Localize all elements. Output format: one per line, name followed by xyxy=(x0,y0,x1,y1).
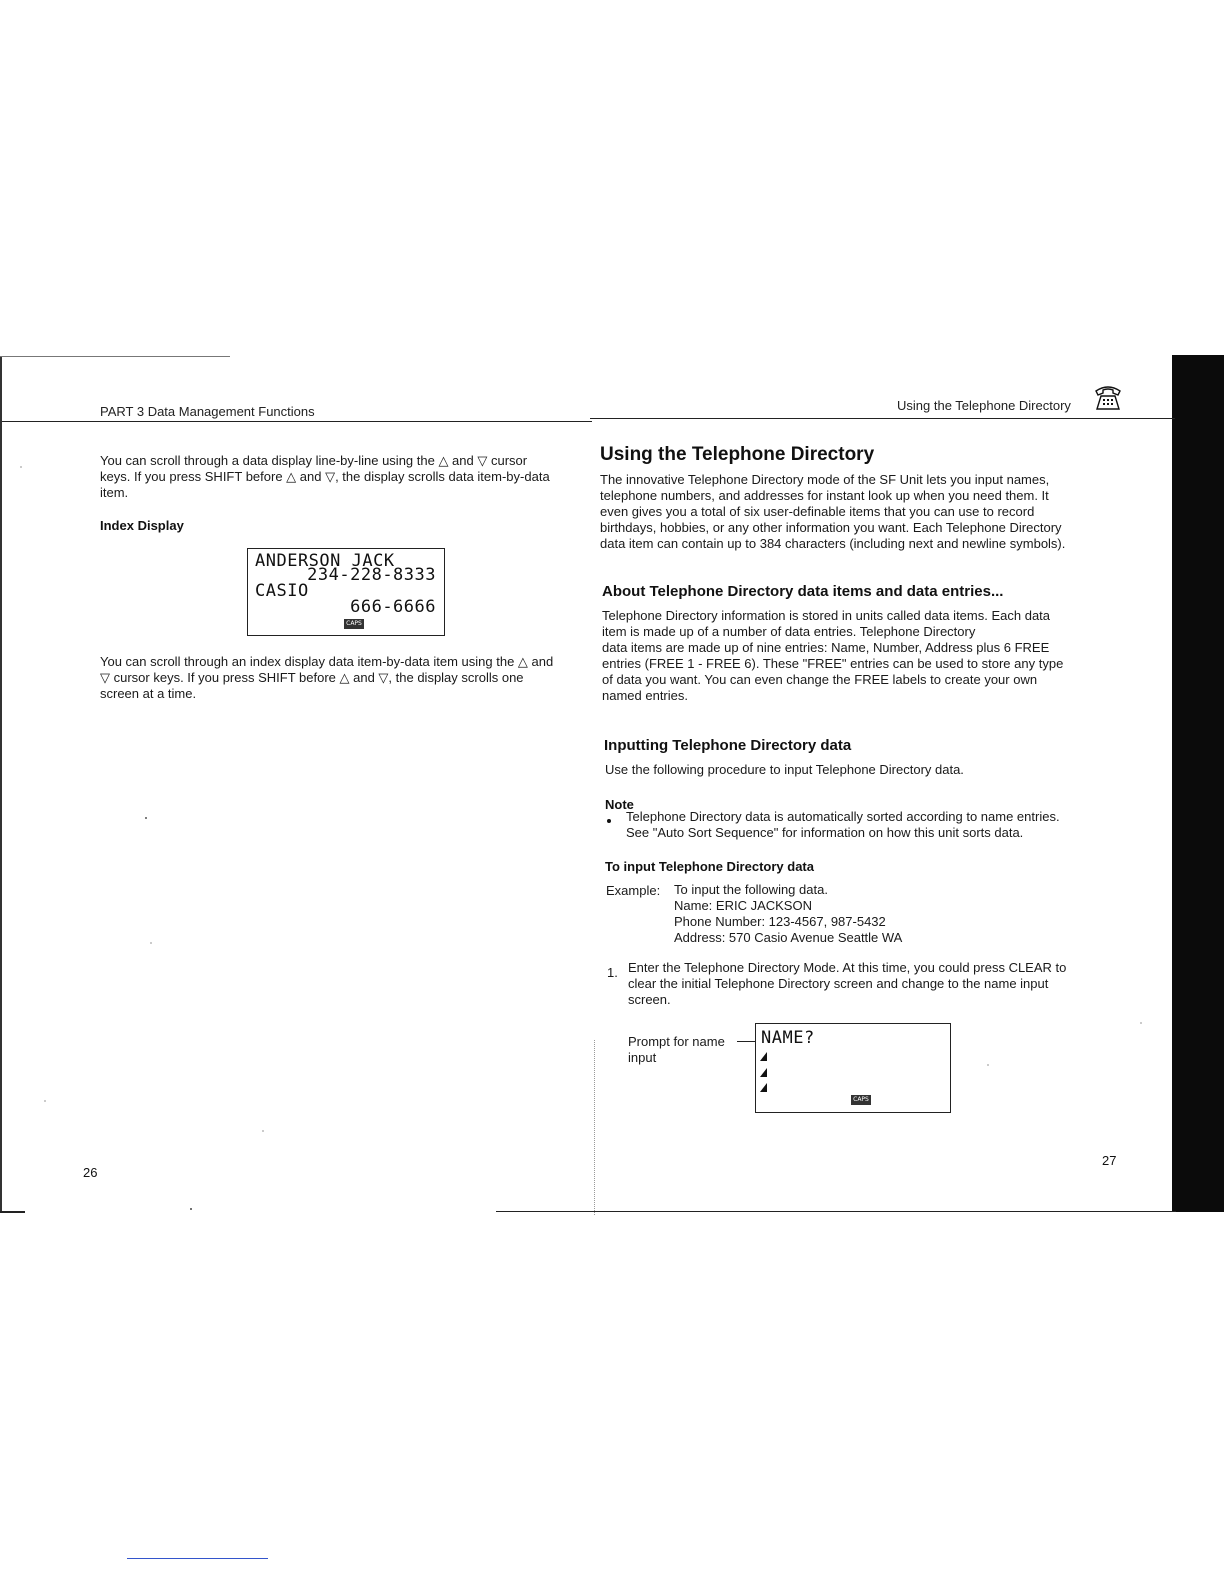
text-line: named entries. xyxy=(602,688,688,703)
text-line: To input the following data. xyxy=(674,882,828,897)
bullet-icon xyxy=(607,819,611,823)
scan-speck xyxy=(150,942,152,944)
text-line: screen. xyxy=(628,992,671,1007)
text-line: You can scroll through an index display data item-by-data item using the △ and xyxy=(100,654,554,669)
left-header-rule xyxy=(2,421,592,422)
scan-speck xyxy=(262,1130,264,1132)
right-header-rule xyxy=(590,418,1175,419)
text-line: You can scroll through a data display line-by-line using the △ and ▽ cursor xyxy=(100,453,528,468)
left-para-2 xyxy=(100,654,592,702)
text-line: item. xyxy=(100,485,129,500)
text-line: Telephone Directory data is automatically sorted according to name entries. xyxy=(626,809,1060,824)
text-line: clear the initial Telephone Directory screen and change to the name input xyxy=(628,976,1049,991)
section-title: Using the Telephone Directory xyxy=(600,444,875,465)
text-line: data items are made up of nine entries: Name, Number, Address plus 6 FREE xyxy=(602,640,1050,655)
lcd-line-company: CASIO xyxy=(255,581,309,601)
about-heading: About Telephone Directory data items and data entries... xyxy=(602,583,1004,600)
text-line: Prompt for name xyxy=(628,1034,725,1049)
note-text xyxy=(626,809,1096,841)
example-list xyxy=(674,882,1094,946)
text-line: telephone numbers, and addresses for instant look up when you need them. It xyxy=(600,488,1049,503)
text-line: even gives you a total of six user-definable items that you can use to record xyxy=(600,504,1035,519)
entry-marker-icon xyxy=(760,1052,767,1061)
text-line: Address: 570 Casio Avenue Seattle WA xyxy=(674,930,903,945)
scan-black-edge xyxy=(1172,355,1224,1212)
scan-edge-left xyxy=(0,357,2,1212)
callout-leader-line xyxy=(737,1041,757,1042)
text-line: birthdays, hobbies, or any other information you want. Each Telephone Directory xyxy=(600,520,1062,535)
text-line: screen at a time. xyxy=(100,686,197,701)
left-bottom-edge xyxy=(0,1211,25,1213)
text-line: ▽ cursor keys. If you press SHIFT before △ and ▽, the display scrolls one xyxy=(100,670,524,685)
text-line: input xyxy=(628,1050,657,1065)
lcd-line-phone-2: 666-6666 xyxy=(350,597,436,617)
text-line: Telephone Directory information is stored in units called data items. Each data xyxy=(602,608,1051,623)
scan-speck xyxy=(20,466,22,468)
text-line: See "Auto Sort Sequence" for information on how this unit sorts data. xyxy=(626,825,1024,840)
scan-speck xyxy=(145,817,147,819)
telephone-icon xyxy=(1093,384,1123,412)
step-number: 1. xyxy=(607,965,618,980)
caps-indicator-icon: CAPS xyxy=(851,1095,871,1105)
scan-speck xyxy=(1140,1022,1142,1024)
left-running-header: PART 3 Data Management Functions xyxy=(100,404,315,419)
link-underline xyxy=(127,1558,268,1559)
procedure-heading: To input Telephone Directory data xyxy=(605,859,814,874)
input-heading: Inputting Telephone Directory data xyxy=(604,737,852,754)
gutter-line xyxy=(594,1040,596,1215)
example-label: Example: xyxy=(606,883,661,898)
intro-paragraph xyxy=(600,472,1095,552)
text-line: Enter the Telephone Directory Mode. At this time, you could press CLEAR to xyxy=(628,960,1067,975)
lcd-line-phone: 234-228-8333 xyxy=(307,565,436,585)
left-para-1 xyxy=(100,453,590,501)
text-line: data item can contain up to 384 characters (including next and newline symbols). xyxy=(600,536,1066,551)
entry-marker-icon xyxy=(760,1068,767,1077)
left-page-number: 26 xyxy=(83,1165,98,1180)
scan-speck xyxy=(987,1064,989,1066)
name-input-lcd-screen xyxy=(755,1023,951,1113)
callout-label xyxy=(628,1034,725,1066)
caps-indicator-icon: CAPS xyxy=(344,619,364,629)
text-line: keys. If you press SHIFT before △ and ▽, the display scrolls data item-by-data xyxy=(100,469,550,484)
text-line: Phone Number: 123-4567, 987-5432 xyxy=(674,914,886,929)
text-line: Name: ERIC JACKSON xyxy=(674,898,812,913)
index-lcd-screen xyxy=(247,548,445,636)
right-bottom-edge xyxy=(496,1211,1176,1212)
about-paragraph xyxy=(602,608,1097,704)
text-line: entries (FREE 1 - FREE 6). These "FREE" entries can be used to store any type xyxy=(602,656,1064,671)
right-page-number: 27 xyxy=(1102,1153,1117,1168)
scan-edge-top xyxy=(0,356,230,357)
lcd-line-name: ANDERSON JACK xyxy=(255,551,395,571)
text-line: item is made up of a number of data entries. Telephone Directory xyxy=(602,624,976,639)
right-running-header: Using the Telephone Directory xyxy=(897,398,1071,413)
input-text: Use the following procedure to input Telephone Directory data. xyxy=(605,762,964,777)
entry-marker-icon xyxy=(760,1083,767,1092)
text-line: of data you want. You can even change the FREE labels to create your own xyxy=(602,672,1038,687)
scan-speck xyxy=(190,1208,192,1210)
lcd-name-prompt: NAME? xyxy=(761,1028,815,1048)
note-heading: Note xyxy=(605,797,634,812)
index-display-heading: Index Display xyxy=(100,518,184,533)
text-line: The innovative Telephone Directory mode of the SF Unit lets you input names, xyxy=(600,472,1050,487)
scan-speck xyxy=(44,1100,46,1102)
step-text xyxy=(628,960,1100,1008)
